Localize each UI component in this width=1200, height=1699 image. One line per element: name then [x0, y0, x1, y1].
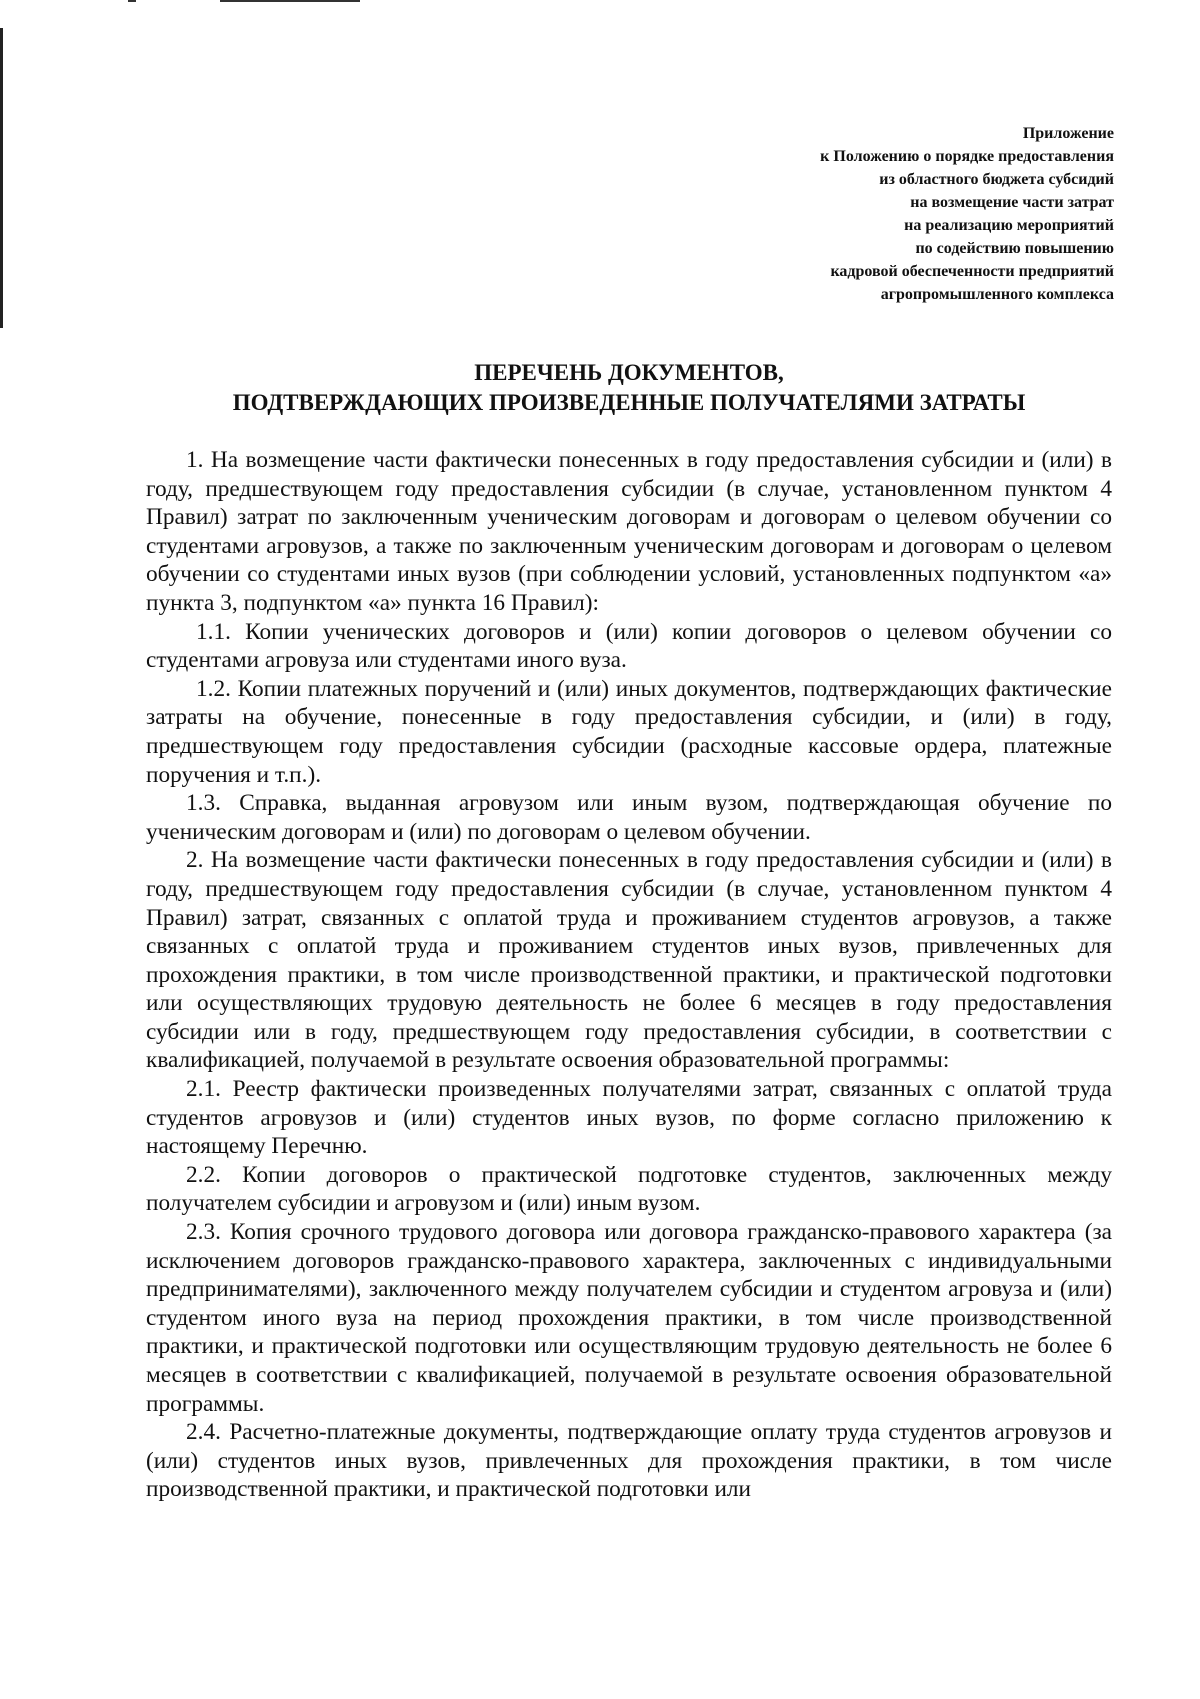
title-line-2: ПОДТВЕРЖДАЮЩИХ ПРОИЗВЕДЕННЫЕ ПОЛУЧАТЕЛЯМИ ЗАТРАТЫ [232, 390, 1026, 415]
paragraph-2: 2. На возмещение части фактически понесенных в году предоставления субсидии и (или) в году, предшествующем году предоставления субсидии (в случае, установленном пунктом 4 Правил) затрат, связанных с оплатой труда и проживанием студентов агровузов, а также связанных с оплатой труда и проживанием студентов иных вузов, привлеченных для прохождения практики, в том числе производственной практики, и практической подготовки или осуществляющих трудовую деятельность не более 6 месяцев в году предоставления субсидии или в году, предшествующем году предоставления субсидии, в соответствии с квалификацией, получаемой в результате освоения образовательной программы: [146, 847, 1112, 1074]
appendix-line: из областного бюджета субсидий [879, 171, 1114, 188]
appendix-line: по содействию повышению [915, 240, 1114, 257]
scan-mark [220, 0, 360, 2]
paragraph-1: 1. На возмещение части фактически понесенных в году предоставления субсидии и (или) в году, предшествующем году предоставления субсидии (в случае, установленном пунктом 4 Правил) затрат по заключенным ученическим договорам и договорам о целевом обучении со студентами агровузов, а также по заключенным ученическим договорам и договорам о целевом обучении со студентами иных вузов (при соблюдении условий, установленных подпунктом «а» пункта 3, подпунктом «а» пункта 16 Правил): [146, 447, 1112, 616]
paragraph-1-2: 1.2. Копии платежных поручений и (или) иных документов, подтверждающих фактические затраты на обучение, понесенные в году предоставления субсидии, и (или) в году, предшествующем году предоставления субсидии (расходные кассовые ордера, платежные поручения и т.п.). [146, 675, 1112, 788]
appendix-line: на реализацию мероприятий [904, 217, 1114, 234]
appendix-line: на возмещение части затрат [910, 194, 1114, 211]
paragraph-2-3: 2.3. Копия срочного трудового договора или договора гражданско-правового характера (за исключением договоров гражданско-правового характера, заключенных с индивидуальными предпринимателями), заключенного между получателем субсидии и студентом агровуза и (или) студентом иного вуза на период прохождения практики, в том числе производственной практики, и практической подготовки или осуществляющим трудовую деятельность не более 6 месяцев в соответствии с квалификацией, получаемой в результате освоения образовательной программы. [146, 1219, 1112, 1417]
appendix-line: к Положению о порядке предоставления [820, 148, 1114, 165]
scan-mark [128, 0, 136, 2]
document-title [146, 358, 1112, 418]
appendix-header [820, 122, 1114, 306]
paragraph-2-2: 2.2. Копии договоров о практической подготовке студентов, заключенных между получателем субсидии и агровузом и (или) иным вузом. [146, 1161, 1112, 1217]
appendix-line: агропромышленного комплекса [880, 286, 1114, 303]
paragraph-1-1: 1.1. Копии ученических договоров и (или) копии договоров о целевом обучении со студентами агровуза или студентами иного вуза. [146, 618, 1112, 674]
paragraph-2-4: 2.4. Расчетно-платежные документы, подтверждающие оплату труда студентов агровузов и (или) студентов иных вузов, привлеченных для прохождения практики, в том числе производственной практики, и практической подготовки или [146, 1419, 1112, 1503]
appendix-line: Приложение [1022, 125, 1114, 142]
title-line-1: ПЕРЕЧЕНЬ ДОКУМЕНТОВ, [474, 360, 784, 385]
document-body [146, 446, 1112, 1504]
paragraph-2-1: 2.1. Реестр фактически произведенных получателями затрат, связанных с оплатой труда студентов агровузов и (или) студентов иных вузов, по форме согласно приложению к настоящему Перечню. [146, 1076, 1112, 1160]
scan-edge-line [0, 28, 3, 328]
paragraph-1-3: 1.3. Справка, выданная агровузом или иным вузом, подтверждающая обучение по ученическим договорам и (или) по договорам о целевом обучении. [146, 790, 1112, 845]
appendix-line: кадровой обеспеченности предприятий [830, 263, 1114, 280]
